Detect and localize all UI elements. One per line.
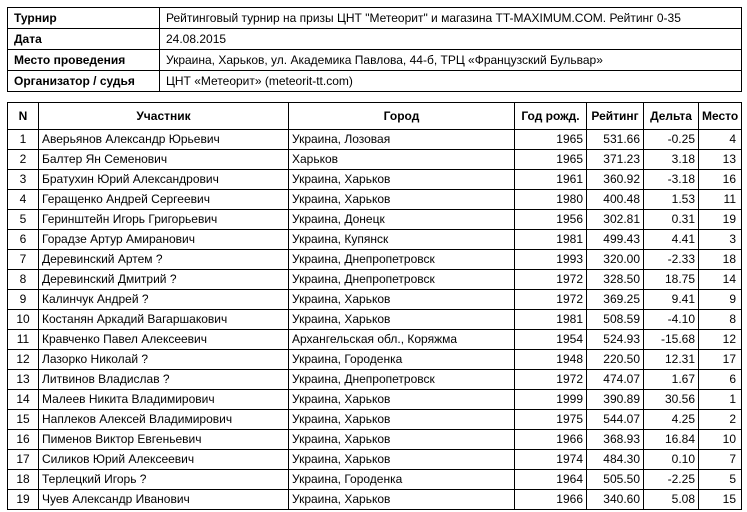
- cell-city: Украина, Лозовая: [289, 130, 515, 150]
- table-row: [8, 150, 742, 170]
- cell-birth-year: 1964: [515, 470, 587, 490]
- cell-city: Украина, Харьков: [289, 170, 515, 190]
- cell-city: Украина, Харьков: [289, 310, 515, 330]
- table-row: [8, 450, 742, 470]
- cell-city: Харьков: [289, 150, 515, 170]
- cell-birth-year: 1972: [515, 290, 587, 310]
- cell-place: 16: [699, 170, 742, 190]
- table-row: [8, 230, 742, 250]
- info-label: Турнир: [8, 8, 160, 29]
- header-city: Город: [289, 103, 515, 130]
- header-participant: Участник: [39, 103, 289, 130]
- cell-birth-year: 1965: [515, 130, 587, 150]
- cell-birth-year: 1981: [515, 310, 587, 330]
- cell-place: 4: [699, 130, 742, 150]
- tournament-info-table: [7, 7, 742, 92]
- cell-place: 10: [699, 430, 742, 450]
- cell-participant: Малеев Никита Владимирович: [39, 390, 289, 410]
- cell-city: Украина, Днепропетровск: [289, 250, 515, 270]
- cell-birth-year: 1999: [515, 390, 587, 410]
- cell-place: 7: [699, 450, 742, 470]
- info-row: [8, 8, 742, 29]
- cell-participant: Братухин Юрий Александрович: [39, 170, 289, 190]
- header-n: N: [8, 103, 39, 130]
- table-row: [8, 170, 742, 190]
- cell-rating: 369.25: [587, 290, 644, 310]
- cell-birth-year: 1981: [515, 230, 587, 250]
- cell-n: 18: [8, 470, 39, 490]
- cell-delta: 0.31: [644, 210, 699, 230]
- cell-rating: 499.43: [587, 230, 644, 250]
- cell-n: 8: [8, 270, 39, 290]
- info-value: 24.08.2015: [160, 29, 742, 50]
- cell-participant: Геринштейн Игорь Григорьевич: [39, 210, 289, 230]
- table-row: [8, 130, 742, 150]
- cell-city: Украина, Городенка: [289, 470, 515, 490]
- results-table: [7, 102, 742, 510]
- cell-rating: 505.50: [587, 470, 644, 490]
- cell-n: 7: [8, 250, 39, 270]
- cell-city: Архангельская обл., Коряжма: [289, 330, 515, 350]
- info-label: Организатор / судья: [8, 71, 160, 92]
- cell-participant: Калинчук Андрей ?: [39, 290, 289, 310]
- cell-participant: Силиков Юрий Алексеевич: [39, 450, 289, 470]
- cell-rating: 340.60: [587, 490, 644, 510]
- info-row: [8, 50, 742, 71]
- header-rating: Рейтинг: [587, 103, 644, 130]
- cell-n: 6: [8, 230, 39, 250]
- cell-n: 10: [8, 310, 39, 330]
- cell-city: Украина, Харьков: [289, 390, 515, 410]
- cell-rating: 368.93: [587, 430, 644, 450]
- cell-delta: 0.10: [644, 450, 699, 470]
- cell-rating: 524.93: [587, 330, 644, 350]
- cell-participant: Костанян Аркадий Вагаршакович: [39, 310, 289, 330]
- cell-participant: Лазорко Николай ?: [39, 350, 289, 370]
- cell-place: 6: [699, 370, 742, 390]
- cell-participant: Терлецкий Игорь ?: [39, 470, 289, 490]
- cell-delta: 18.75: [644, 270, 699, 290]
- cell-n: 16: [8, 430, 39, 450]
- cell-birth-year: 1975: [515, 410, 587, 430]
- cell-delta: 16.84: [644, 430, 699, 450]
- cell-place: 5: [699, 470, 742, 490]
- info-row: [8, 29, 742, 50]
- cell-place: 1: [699, 390, 742, 410]
- cell-rating: 371.23: [587, 150, 644, 170]
- cell-city: Украина, Харьков: [289, 410, 515, 430]
- results-body: [8, 130, 742, 510]
- cell-rating: 544.07: [587, 410, 644, 430]
- info-value: ЦНТ «Метеорит» (meteorit-tt.com): [160, 71, 742, 92]
- cell-city: Украина, Харьков: [289, 450, 515, 470]
- cell-city: Украина, Харьков: [289, 430, 515, 450]
- cell-city: Украина, Днепропетровск: [289, 370, 515, 390]
- cell-delta: -2.25: [644, 470, 699, 490]
- cell-delta: 3.18: [644, 150, 699, 170]
- cell-delta: 4.41: [644, 230, 699, 250]
- table-row: [8, 330, 742, 350]
- header-birth-year: Год рожд.: [515, 103, 587, 130]
- table-row: [8, 470, 742, 490]
- cell-n: 3: [8, 170, 39, 190]
- cell-n: 14: [8, 390, 39, 410]
- cell-participant: Кравченко Павел Алексеевич: [39, 330, 289, 350]
- cell-birth-year: 1966: [515, 490, 587, 510]
- table-row: [8, 390, 742, 410]
- cell-city: Украина, Харьков: [289, 290, 515, 310]
- header-place: Место: [699, 103, 742, 130]
- cell-n: 17: [8, 450, 39, 470]
- cell-place: 12: [699, 330, 742, 350]
- cell-birth-year: 1965: [515, 150, 587, 170]
- cell-birth-year: 1966: [515, 430, 587, 450]
- cell-city: Украина, Днепропетровск: [289, 270, 515, 290]
- cell-birth-year: 1972: [515, 270, 587, 290]
- cell-place: 19: [699, 210, 742, 230]
- cell-n: 19: [8, 490, 39, 510]
- info-label: Место проведения: [8, 50, 160, 71]
- cell-delta: 4.25: [644, 410, 699, 430]
- cell-n: 9: [8, 290, 39, 310]
- cell-n: 13: [8, 370, 39, 390]
- table-row: [8, 190, 742, 210]
- cell-delta: -15.68: [644, 330, 699, 350]
- cell-rating: 531.66: [587, 130, 644, 150]
- cell-place: 14: [699, 270, 742, 290]
- cell-rating: 360.92: [587, 170, 644, 190]
- cell-delta: -3.18: [644, 170, 699, 190]
- cell-birth-year: 1974: [515, 450, 587, 470]
- cell-participant: Деревинский Дмитрий ?: [39, 270, 289, 290]
- cell-n: 5: [8, 210, 39, 230]
- cell-city: Украина, Харьков: [289, 190, 515, 210]
- cell-participant: Пименов Виктор Евгеньевич: [39, 430, 289, 450]
- info-value: Украина, Харьков, ул. Академика Павлова, 44-б, ТРЦ «Французский Бульвар»: [160, 50, 742, 71]
- cell-n: 1: [8, 130, 39, 150]
- info-value: Рейтинговый турнир на призы ЦНТ "Метеорит" и магазина TT-MAXIMUM.COM. Рейтинг 0-35: [160, 8, 742, 29]
- cell-n: 12: [8, 350, 39, 370]
- cell-n: 4: [8, 190, 39, 210]
- info-label: Дата: [8, 29, 160, 50]
- cell-place: 11: [699, 190, 742, 210]
- cell-place: 15: [699, 490, 742, 510]
- cell-n: 15: [8, 410, 39, 430]
- cell-participant: Деревинский Артем ?: [39, 250, 289, 270]
- cell-birth-year: 1948: [515, 350, 587, 370]
- cell-birth-year: 1956: [515, 210, 587, 230]
- table-row: [8, 290, 742, 310]
- header-delta: Дельта: [644, 103, 699, 130]
- cell-delta: 1.67: [644, 370, 699, 390]
- cell-participant: Геращенко Андрей Сергеевич: [39, 190, 289, 210]
- cell-rating: 328.50: [587, 270, 644, 290]
- cell-rating: 302.81: [587, 210, 644, 230]
- cell-place: 13: [699, 150, 742, 170]
- cell-birth-year: 1972: [515, 370, 587, 390]
- results-header-row: [8, 103, 742, 130]
- table-row: [8, 210, 742, 230]
- cell-participant: Балтер Ян Семенович: [39, 150, 289, 170]
- results-header: [8, 103, 742, 130]
- tournament-info-body: [8, 8, 742, 92]
- table-row: [8, 270, 742, 290]
- cell-place: 3: [699, 230, 742, 250]
- cell-participant: Литвинов Владислав ?: [39, 370, 289, 390]
- cell-delta: 30.56: [644, 390, 699, 410]
- cell-delta: -4.10: [644, 310, 699, 330]
- table-row: [8, 410, 742, 430]
- table-row: [8, 490, 742, 510]
- cell-place: 2: [699, 410, 742, 430]
- cell-participant: Горадзе Артур Амиранович: [39, 230, 289, 250]
- table-row: [8, 350, 742, 370]
- cell-city: Украина, Харьков: [289, 490, 515, 510]
- cell-rating: 508.59: [587, 310, 644, 330]
- cell-birth-year: 1993: [515, 250, 587, 270]
- cell-place: 17: [699, 350, 742, 370]
- cell-rating: 484.30: [587, 450, 644, 470]
- info-row: [8, 71, 742, 92]
- cell-city: Украина, Купянск: [289, 230, 515, 250]
- cell-n: 2: [8, 150, 39, 170]
- table-row: [8, 370, 742, 390]
- cell-rating: 220.50: [587, 350, 644, 370]
- cell-birth-year: 1980: [515, 190, 587, 210]
- table-row: [8, 250, 742, 270]
- cell-delta: 5.08: [644, 490, 699, 510]
- cell-rating: 474.07: [587, 370, 644, 390]
- table-row: [8, 310, 742, 330]
- cell-rating: 390.89: [587, 390, 644, 410]
- cell-participant: Наплеков Алексей Владимирович: [39, 410, 289, 430]
- cell-delta: 9.41: [644, 290, 699, 310]
- cell-place: 9: [699, 290, 742, 310]
- cell-place: 18: [699, 250, 742, 270]
- cell-rating: 320.00: [587, 250, 644, 270]
- cell-delta: -2.33: [644, 250, 699, 270]
- cell-participant: Чуев Александр Иванович: [39, 490, 289, 510]
- cell-n: 11: [8, 330, 39, 350]
- table-row: [8, 430, 742, 450]
- cell-rating: 400.48: [587, 190, 644, 210]
- cell-delta: 12.31: [644, 350, 699, 370]
- cell-city: Украина, Городенка: [289, 350, 515, 370]
- cell-city: Украина, Донецк: [289, 210, 515, 230]
- cell-place: 8: [699, 310, 742, 330]
- cell-birth-year: 1961: [515, 170, 587, 190]
- cell-delta: 1.53: [644, 190, 699, 210]
- cell-delta: -0.25: [644, 130, 699, 150]
- cell-birth-year: 1954: [515, 330, 587, 350]
- cell-participant: Аверьянов Александр Юрьевич: [39, 130, 289, 150]
